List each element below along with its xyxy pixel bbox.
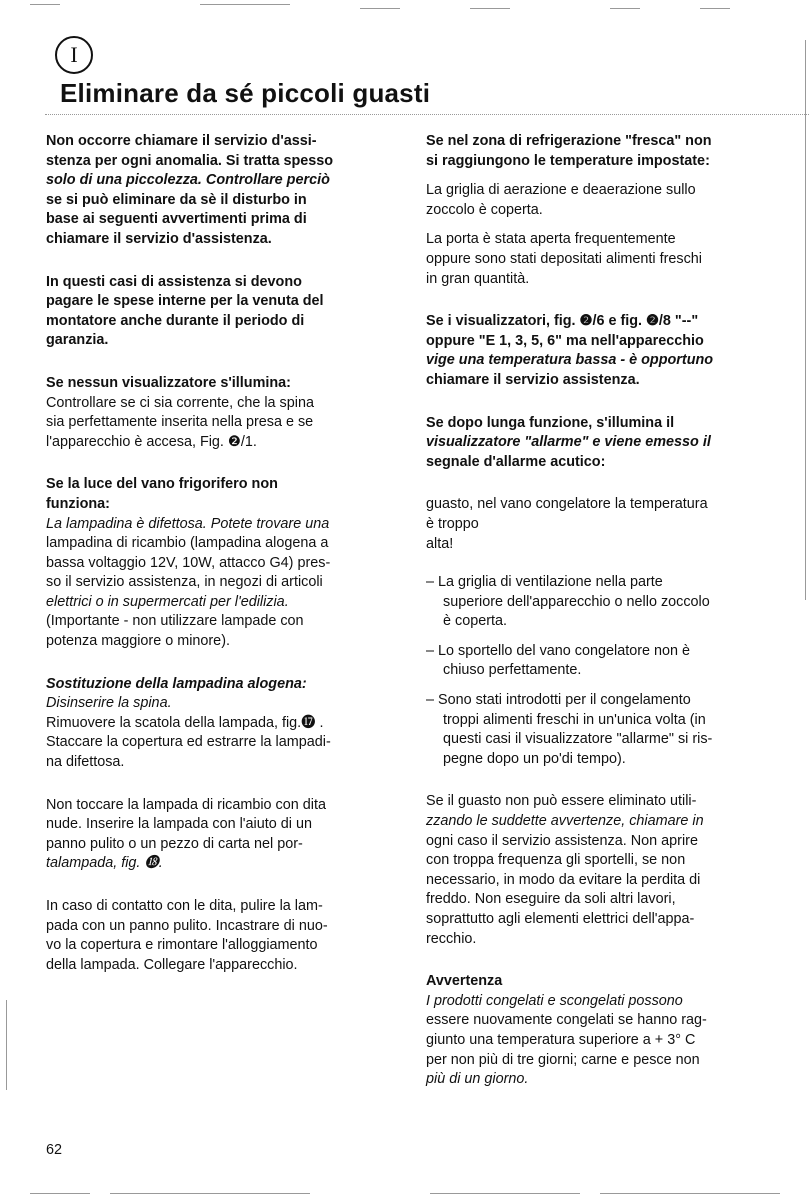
section-heading: funziona: <box>46 495 110 512</box>
list-line: pegne dopo un po'di tempo). <box>443 750 626 767</box>
section-heading: Se dopo lunga funzione, s'illumina il <box>426 414 675 431</box>
language-badge: I <box>55 36 93 74</box>
body-line: La porta è stata aperta frequentemente <box>426 231 676 248</box>
light-section <box>46 475 386 651</box>
body-line: bassa voltaggio 12V, 10W, attacco G4) pres- <box>46 554 331 571</box>
body-line: Disinserire la spina. <box>46 695 172 712</box>
list-item <box>426 642 774 681</box>
cost-notice <box>46 273 386 351</box>
fresh-zone-section <box>426 132 774 289</box>
body-line: zzando le suddette avvertenze, chiamare in <box>426 813 704 830</box>
section-heading: chiamare il servizio assistenza. <box>426 371 640 388</box>
body-line: giunto una temperatura superiore a + 3° C <box>426 1031 696 1048</box>
list-line: troppi alimenti freschi in un'unica volta (in <box>443 711 706 728</box>
body-line: potenza maggiore o minore). <box>46 633 230 650</box>
cause-list <box>426 573 774 769</box>
no-display-section <box>46 374 386 452</box>
list-item <box>426 691 774 769</box>
body-line: vo la copertura e rimontare l'alloggiamento <box>46 937 318 954</box>
right-column <box>426 132 774 1090</box>
halogen-section <box>46 675 386 773</box>
cost-line: pagare le spese interne per la venuta del <box>46 293 324 310</box>
body-line: l'apparecchio è accesa, Fig. ❷/1. <box>46 433 257 450</box>
list-line: chiuso perfettamente. <box>443 662 582 679</box>
page-number: 62 <box>46 1142 63 1158</box>
section-heading: Avvertenza <box>426 973 503 990</box>
body-line: Se il guasto non può essere eliminato utili- <box>426 793 697 810</box>
body-line: In caso di contatto con le dita, pulire la lam- <box>46 898 323 914</box>
left-column <box>46 132 386 975</box>
intro-line: chiamare il servizio d'assistenza. <box>46 230 272 247</box>
body-line: La griglia di aerazione e deaerazione sullo <box>426 182 696 199</box>
section-heading: visualizzatore "allarme" e viene emesso il <box>426 434 711 451</box>
body-line: freddo. Non eseguire da soli altri lavori, <box>426 891 676 908</box>
intro-line: base ai seguenti avvertimenti prima di <box>46 211 307 228</box>
body-line: Controllare se ci sia corrente, che la spina <box>46 394 314 411</box>
body-line: alta! <box>426 535 454 552</box>
persist-paragraph <box>426 792 774 949</box>
body-line: per non più di tre giorni; carne e pesce non <box>426 1051 700 1068</box>
body-line: necessario, in modo da evitare la perdita di <box>426 871 701 888</box>
section-heading: segnale d'allarme acutico: <box>426 453 606 470</box>
intro-paragraph <box>46 132 386 250</box>
body-line: più di un giorno. <box>426 1071 529 1088</box>
body-line: con troppa frequenza gli sportelli, se non <box>426 852 686 869</box>
list-line: questi casi il visualizzatore "allarme" si ris- <box>443 731 713 748</box>
body-line: Rimuovere la scatola della lampada, fig.⓱ . <box>46 714 324 731</box>
body-line: è troppo <box>426 515 479 532</box>
alarm-section <box>426 414 774 555</box>
warning-section <box>426 972 774 1090</box>
list-line: – Sono stati introdotti per il congelamento <box>426 692 691 709</box>
intro-line: Non occorre chiamare il servizio d'assi- <box>46 133 317 149</box>
cost-line: montatore anche durante il periodo di <box>46 312 305 329</box>
section-heading: Se i visualizzatori, fig. ❷/6 e fig. ❷/8 "--" <box>426 313 699 330</box>
contact-paragraph <box>46 897 386 975</box>
section-heading: Se nessun visualizzatore s'illumina: <box>46 374 291 391</box>
body-line: pada con un panno pulito. Incastrare di nuo- <box>46 917 328 934</box>
body-line: recchio. <box>426 930 477 947</box>
body-line: ogni caso il servizio assistenza. Non aprire <box>426 832 698 849</box>
body-line: panno pulito o un pezzo di carta nel por- <box>46 835 303 852</box>
section-heading: Se nel zona di refrigerazione "fresca" non <box>426 133 712 149</box>
body-line: sia perfettamente inserita nella presa e se <box>46 414 314 431</box>
section-heading: vige una temperatura bassa - è opportuno <box>426 352 714 369</box>
list-line: – Lo sportello del vano congelatore non è <box>426 642 691 659</box>
body-line: na difettosa. <box>46 754 125 771</box>
section-heading: Sostituzione della lampadina alogena: <box>46 675 307 692</box>
body-line: zoccolo è coperta. <box>426 201 543 218</box>
cost-line: In questi casi di assistenza si devono <box>46 273 302 290</box>
body-line: soprattutto agli elementi elettrici dell'appa- <box>426 911 695 927</box>
body-line: in gran quantità. <box>426 270 530 287</box>
section-heading: Se la luce del vano frigorifero non <box>46 476 278 493</box>
body-line: talampada, fig. ⓲. <box>46 855 163 872</box>
body-line: (Importante - non utilizzare lampade con <box>46 613 304 630</box>
intro-line: stenza per ogni anomalia. Si tratta spesso <box>46 152 334 169</box>
title-divider <box>45 114 810 115</box>
section-heading: oppure "E 1, 3, 5, 6" ma nell'apparecchio <box>426 332 704 349</box>
intro-line: se si può eliminare da sè il disturbo in <box>46 191 307 208</box>
body-line: so il servizio assistenza, in negozi di articoli <box>46 574 323 591</box>
body-line: della lampada. Collegare l'apparecchio. <box>46 956 298 973</box>
body-line: guasto, nel vano congelatore la temperatura <box>426 496 708 513</box>
page-title: Eliminare da sé piccoli guasti <box>60 78 431 108</box>
body-line: elettrici o in supermercati per l'edilizia. <box>46 593 289 610</box>
body-line: essere nuovamente congelati se hanno rag- <box>426 1012 707 1029</box>
body-line: Staccare la copertura ed estrarre la lampadi- <box>46 734 331 751</box>
body-line: La lampadina è difettosa. Potete trovare una <box>46 515 330 532</box>
list-line: – La griglia di ventilazione nella parte <box>426 574 663 591</box>
body-line: I prodotti congelati e scongelati possono <box>426 992 683 1009</box>
touch-paragraph <box>46 796 386 874</box>
body-line: Non toccare la lampada di ricambio con dita <box>46 796 326 813</box>
list-line: è coperta. <box>443 613 507 630</box>
body-line: oppure sono stati depositati alimenti freschi <box>426 250 702 267</box>
displays-section <box>426 312 774 390</box>
cost-line: garanzia. <box>46 332 109 349</box>
section-heading: si raggiungono le temperature impostate: <box>426 152 710 169</box>
body-line: lampadina di ricambio (lampadina alogena a <box>46 535 329 552</box>
list-line: superiore dell'apparecchio o nello zoccolo <box>443 593 710 610</box>
list-item <box>426 573 774 632</box>
body-line: nude. Inserire la lampada con l'aiuto di un <box>46 816 312 833</box>
intro-line: solo di una piccolezza. Controllare perciò <box>46 172 330 189</box>
